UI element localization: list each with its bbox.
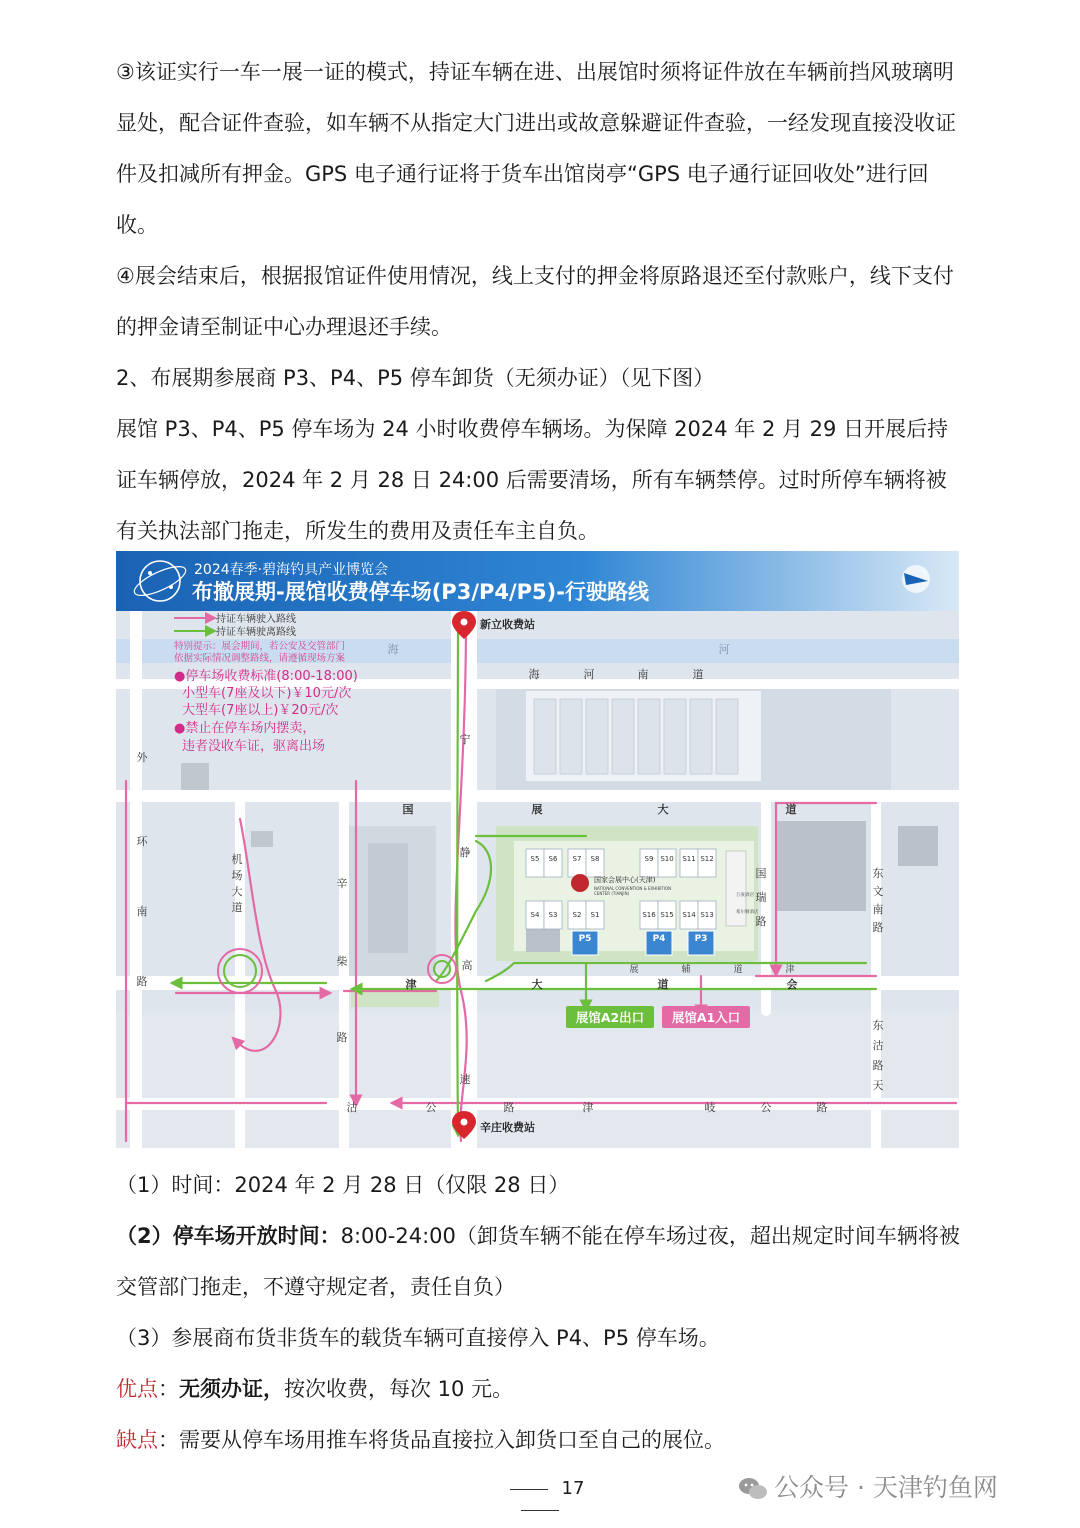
hall-label: S4 [530, 911, 540, 919]
svg-text:海: 海 [387, 643, 399, 656]
fee-title: ●停车场收费标准(8:00-18:00) [174, 669, 358, 684]
item-1-time: （1）时间：2024 年 2 月 28 日（仅限 28 日） [116, 1173, 570, 1197]
parking-p4-label: P4 [652, 934, 666, 944]
cons-line [116, 1425, 725, 1455]
ban-line-2: 违者没收车证，驱离出场 [182, 739, 326, 754]
section2-body: 展馆 P3、P4、P5 停车场为 24 小时收费停车辆场。为保障 2024 年 2 月 29 日开展后持证车辆停放，2024 年 2 月 28 日 24:00 后需要清场，所有车辆禁停。过时所停车辆将被有关执法部门拖走，所发生的费用及责任车主自负。 [116, 417, 949, 543]
hall-label: S8 [590, 855, 600, 863]
svg-text:展: 展 [629, 965, 639, 975]
parking-p3-label: P3 [694, 934, 708, 944]
hall-label: S7 [572, 855, 582, 863]
item-2-text-part: 8:00-24:00（卸货车辆不能在停车场过夜，超出规定时间车辆将被 [340, 1224, 960, 1248]
svg-text:沽: 沽 [872, 1039, 884, 1052]
item-2-continuation: 交管部门拖走，不遵守规定者，责任自负） [116, 1275, 515, 1299]
svg-text:道: 道 [785, 803, 797, 816]
svg-text:国: 国 [755, 867, 767, 880]
svg-text:宁: 宁 [459, 733, 471, 746]
svg-text:路: 路 [755, 915, 767, 928]
hall-label: S6 [548, 855, 558, 863]
svg-text:道: 道 [657, 978, 669, 991]
svg-text:路: 路 [503, 1101, 515, 1114]
venue-name: 国家会展中心(天津) [594, 876, 656, 884]
pros-text: 按次收费，每次 10 元。 [284, 1377, 514, 1401]
svg-text:公: 公 [760, 1101, 772, 1114]
hall-label: S11 [682, 855, 696, 863]
svg-text:大: 大 [531, 978, 543, 991]
svg-text:辛: 辛 [336, 877, 348, 890]
hotel-label: 希尔顿酒店 [736, 910, 759, 915]
hall-label: S1 [590, 911, 600, 919]
hall-label: S12 [700, 855, 714, 863]
toll-south-label: 辛庄收费站 [480, 1121, 535, 1134]
item-2-open-hours [116, 1221, 960, 1251]
legend-out-label: 持证车辆驶离路线 [216, 627, 296, 638]
hall-label: S15 [660, 911, 674, 919]
hall-label: S10 [660, 855, 674, 863]
svg-text:天: 天 [872, 1079, 884, 1092]
svg-text:海: 海 [528, 668, 540, 681]
paragraph-deposit-refund: ④展会结束后，根据报馆证件使用情况，线上支付的押金将原路退还至付款账户，线下支付的押金请至制证中心办理退还手续。 [116, 264, 954, 339]
hall-label: S3 [548, 911, 558, 919]
svg-text:路: 路 [872, 1059, 884, 1072]
svg-text:东: 东 [872, 1019, 884, 1032]
entry-a1-label: 展馆A1入口 [671, 1010, 741, 1025]
section2-heading: 2、布展期参展商 P3、P4、P5 停车卸货（无须办证）（见下图） [116, 366, 715, 390]
svg-text:路: 路 [872, 921, 884, 934]
svg-text:岐: 岐 [704, 1101, 716, 1114]
svg-text:河: 河 [583, 668, 595, 681]
legend-in-label: 持证车辆驶入路线 [216, 614, 296, 625]
route-map [116, 551, 959, 1148]
hall-label: S2 [572, 911, 582, 919]
pros-line [116, 1374, 513, 1404]
item-2-label: （2）停车场开放时间： [116, 1224, 341, 1248]
pros-bold: 无须办证， [179, 1377, 284, 1401]
hotel-label: 万豪酒店 [736, 893, 754, 898]
hall-label: S5 [530, 855, 540, 863]
map-subtitle: 2024春季·碧海钓具产业博览会 [194, 562, 389, 578]
pros-colon: ： [158, 1377, 179, 1401]
notice-line-2: 依据实际情况调整路线，请遵循现场方案 [174, 653, 346, 664]
watermark [738, 1468, 998, 1504]
svg-text:南: 南 [637, 668, 649, 681]
fee-large-car: 大型车(7座以上)￥20元/次 [182, 703, 339, 718]
svg-text:展: 展 [531, 803, 543, 816]
svg-text:柴: 柴 [336, 955, 348, 968]
svg-text:路: 路 [336, 1031, 348, 1044]
svg-text:高: 高 [461, 959, 473, 972]
svg-text:文: 文 [872, 885, 884, 898]
parking-p5-label: P5 [578, 934, 592, 944]
svg-text:外: 外 [136, 751, 148, 764]
hall-label: S13 [700, 911, 714, 919]
svg-text:公: 公 [425, 1101, 437, 1114]
notice-line-1: 特别提示：展会期间，若公安及交管部门 [174, 641, 346, 652]
wechat-icon [738, 1476, 768, 1502]
svg-text:辅: 辅 [681, 965, 691, 975]
ban-line-1: ●禁止在停车场内摆卖， [174, 721, 316, 736]
svg-text:道: 道 [692, 668, 704, 681]
svg-text:南: 南 [136, 905, 148, 918]
svg-text:路: 路 [816, 1101, 828, 1114]
svg-text:津: 津 [405, 978, 417, 991]
svg-text:河: 河 [718, 643, 730, 656]
svg-text:场: 场 [231, 869, 243, 882]
svg-text:南: 南 [872, 903, 884, 916]
cons-label: 缺点 [116, 1428, 158, 1452]
page-number-text: 17 [561, 1478, 585, 1499]
venue-name-en-1: NATIONAL CONVENTION & EXHIBITION [594, 886, 672, 891]
item-3-cargo-vehicles: （3）参展商布货非货车的载货车辆可直接停入 P4、P5 停车场。 [116, 1326, 720, 1350]
hall-label: S16 [642, 911, 656, 919]
page-number [470, 1478, 610, 1520]
svg-text:津: 津 [785, 965, 795, 975]
venue-name-en-2: CENTER (TIANJIN) [594, 891, 630, 896]
svg-text:速: 速 [459, 1073, 471, 1086]
pros-label: 优点 [116, 1377, 158, 1401]
svg-text:道: 道 [733, 965, 743, 975]
cons-text: ：需要从停车场用推车将货品直接拉入卸货口至自己的展位。 [158, 1428, 725, 1452]
svg-text:环: 环 [136, 835, 148, 848]
map-title: 布撤展期-展馆收费停车场(P3/P4/P5)-行驶路线 [192, 580, 649, 604]
svg-text:国: 国 [402, 803, 414, 816]
svg-text:大: 大 [657, 803, 669, 816]
svg-text:路: 路 [136, 975, 148, 988]
svg-text:沽: 沽 [346, 1101, 358, 1114]
watermark-text: 公众号 · 天津钓鱼网 [774, 1473, 998, 1502]
svg-text:道: 道 [231, 901, 243, 914]
hall-label: S9 [644, 855, 654, 863]
svg-text:津: 津 [582, 1101, 594, 1114]
svg-text:瑞: 瑞 [755, 891, 767, 904]
toll-north-label: 新立收费站 [480, 618, 535, 631]
svg-text:大: 大 [231, 885, 243, 898]
venue-logo-icon [571, 874, 589, 892]
svg-text:东: 东 [872, 867, 884, 880]
svg-text:静: 静 [459, 846, 471, 859]
svg-text:会: 会 [786, 978, 798, 991]
compass-icon [902, 565, 930, 593]
paragraph-certificate-rules: ③该证实行一车一展一证的模式，持证车辆在进、出展馆时须将证件放在车辆前挡风玻璃明显处，配合证件查验，如车辆不从指定大门进出或故意躲避证件查验，一经发现直接没收证件及扣减所有押金。GPS 电子通行证将于货车出馆岗亭“GPS 电子通行证回收处”进行回收。 [116, 60, 956, 237]
hall-label: S14 [682, 911, 696, 919]
fee-small-car: 小型车(7座及以下)￥10元/次 [182, 686, 352, 701]
exit-a2-label: 展馆A2出口 [575, 1010, 645, 1025]
svg-text:机: 机 [231, 853, 243, 866]
